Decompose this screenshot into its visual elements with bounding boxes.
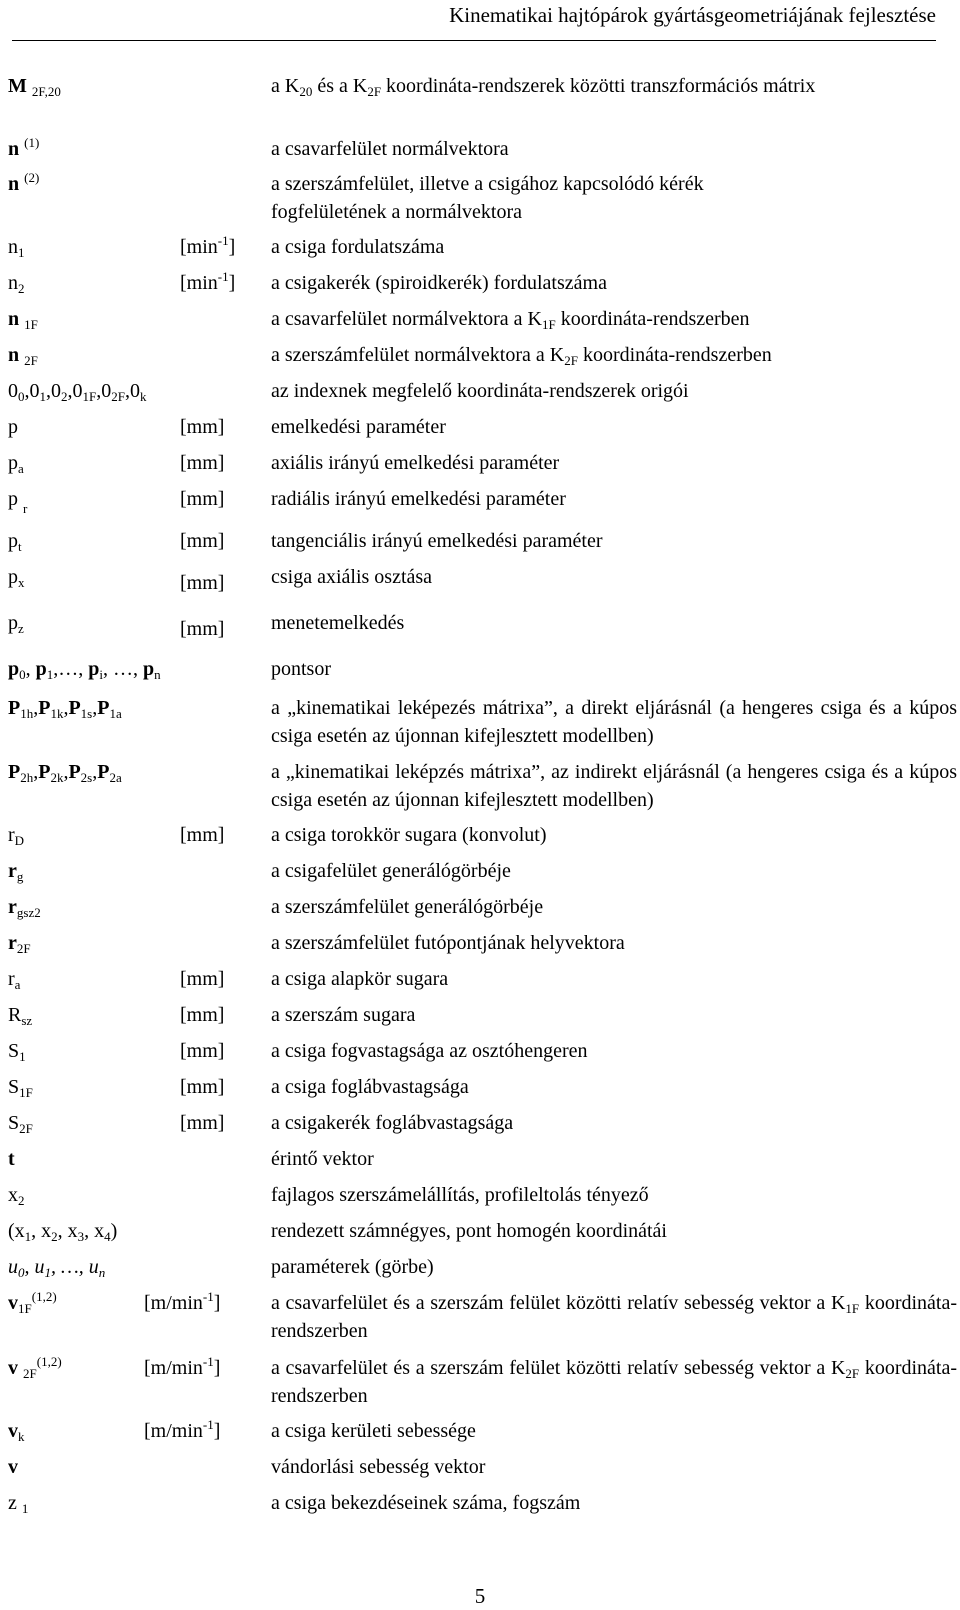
symbol: $S_1$ (8, 1040, 26, 1064)
unit: [mm] (180, 530, 225, 552)
symbol: $S_{2F}$ (8, 1112, 33, 1136)
unit: [mm] (180, 1112, 225, 1134)
description: a „kinematikai leképzés mátrixa”, az indirekt eljárásnál (a hengeres csiga és a kúpos csiga esetén az újonnan kifejlesztett modellben) (271, 761, 957, 811)
symbol: n $_{1F}$ (8, 308, 38, 332)
description: pontsor (271, 658, 331, 680)
description: a „kinematikai leképezés mátrixa”, a direkt eljárásnál (a hengeres csiga és a kúpos csiga esetén az újonnan kifejlesztett modellben) (271, 697, 957, 747)
unit: $[\min^{-1}]$ (180, 233, 236, 258)
description: a csavarfelület és a szerszám felület közötti relatív sebesség vektor a $K_{2F}$ koordináta-rendszerben (271, 1357, 958, 1407)
unit: [mm] (180, 488, 225, 510)
symbol: $n_2$ (8, 272, 25, 296)
description: a csavarfelület normálvektora (271, 138, 509, 160)
description: csiga axiális osztása (271, 566, 433, 588)
symbol: $v_{1F}^{(1,2)}$ (8, 1289, 57, 1316)
symbol: $v_k$ (8, 1420, 25, 1444)
description: paraméterek (görbe) (271, 1256, 434, 1278)
symbol: $p_x$ (8, 566, 25, 590)
symbol: $R_{sz}$ (8, 1004, 33, 1028)
description: a csavarfelület és a szerszám felület közötti relatív sebesség vektor a $K_{1F}$ koordináta-rendszerben (271, 1292, 958, 1342)
description: a szerszámfelület, illetve a csigához kapcsolódó kérék fogfelületének a normálvektora (271, 173, 704, 223)
description: a csiga bekezdéseinek száma, fogszám (271, 1492, 581, 1514)
description: a szerszámfelület generálógörbéje (271, 896, 544, 918)
unit: [mm] (180, 1040, 225, 1062)
description: érintő vektor (271, 1148, 374, 1170)
symbol: $r_g$ (8, 860, 24, 884)
symbol: z $_1$ (8, 1492, 29, 1516)
symbol: $p_0$, $p_1,\dots$, $p_i$, …, $p_n$ (8, 658, 161, 682)
description: tangenciális irányú emelkedési paraméter (271, 530, 603, 552)
symbol: $P_{2h},P_{2k},P_{2s},P_{2a}$ (8, 761, 122, 785)
symbol: $p_t$ (8, 530, 22, 554)
description: a csiga fordulatszáma (271, 236, 445, 258)
unit: [mm] (180, 618, 225, 640)
description: a csigakerék (spiroidkerék) fordulatszáma (271, 272, 607, 294)
description: fajlagos szerszámelállítás, profileltolás tényező (271, 1184, 649, 1206)
description: a csigafelület generálógörbéje (271, 860, 511, 882)
description: a csiga torokkör sugara (konvolut) (271, 824, 547, 846)
symbol: $p_z$ (8, 612, 24, 636)
running-header-title: Kinematikai hajtópárok gyártásgeometriájának fejlesztése (449, 3, 936, 27)
description: a $K_{20}$ és a $K_{2F}$ koordináta-rendszerek közötti transzformációs mátrix (271, 75, 816, 99)
symbol: p (8, 416, 18, 438)
unit: $[m/\min^{-1}]$ (144, 1354, 221, 1379)
description: a csiga fogvastagsága az osztóhengeren (271, 1040, 588, 1062)
symbol: ($x_1$, $x_2$, $x_3$, $x_4$) (8, 1220, 118, 1244)
symbol: $P_{1h},P_{1k},P_{1s},P_{1a}$ (8, 697, 122, 721)
symbol: v $_{2F}^{(1,2)}$ (8, 1354, 62, 1381)
symbol: M $_{2F,20}$ (8, 75, 61, 99)
unit: [mm] (180, 824, 225, 846)
symbol: n $^{(1)}$ (8, 135, 40, 160)
unit: $[m/\min^{-1}]$ (144, 1417, 221, 1442)
description: rendezett számnégyes, pont homogén koordinátái (271, 1220, 667, 1242)
description: a csiga foglábvastagsága (271, 1076, 469, 1098)
symbol: $0_0,0_1,0_2,0_{1F},0_{2F},0_k$ (8, 380, 147, 404)
description: a csigakerék foglábvastagsága (271, 1112, 514, 1134)
unit: [mm] (180, 1004, 225, 1026)
symbol: $r_{2F}$ (8, 932, 31, 956)
description: a szerszám sugara (271, 1004, 416, 1026)
description: axiális irányú emelkedési paraméter (271, 452, 560, 474)
running-header (0, 0, 936, 42)
description: a csiga alapkör sugara (271, 968, 449, 990)
symbol: $S_{1F}$ (8, 1076, 33, 1100)
symbol: p $_r$ (8, 488, 28, 516)
unit: $[m/\min^{-1}]$ (144, 1289, 221, 1314)
description: radiális irányú emelkedési paraméter (271, 488, 566, 510)
unit: [mm] (180, 968, 225, 990)
symbol: $r_a$ (8, 968, 21, 992)
description: a csiga kerületi sebessége (271, 1420, 476, 1442)
description: vándorlási sebesség vektor (271, 1456, 486, 1478)
description: emelkedési paraméter (271, 416, 446, 438)
symbol: $r_{gsz2}$ (8, 896, 41, 920)
page-number: 5 (474, 1584, 486, 1608)
symbol: $n_1$ (8, 236, 25, 260)
symbol: $p_a$ (8, 452, 24, 476)
symbol: $u_0$, $u_1$, …, $u_n$ (8, 1256, 106, 1280)
header-rule (12, 40, 936, 41)
symbol: v (8, 1456, 18, 1478)
symbol: n $^{(2)}$ (8, 170, 40, 195)
symbol: t (8, 1148, 15, 1170)
unit: [mm] (180, 416, 225, 438)
description: a szerszámfelület futópontjának helyvektora (271, 932, 625, 954)
symbol: $x_2$ (8, 1184, 25, 1208)
description: a szerszámfelület normálvektora a $K_{2F}$ koordináta-rendszerben (271, 344, 772, 368)
symbol: n $_{2F}$ (8, 344, 38, 368)
unit: $[\min^{-1}]$ (180, 269, 236, 294)
description: az indexnek megfelelő koordináta-rendszerek origói (271, 380, 689, 402)
symbol: $r_D$ (8, 824, 25, 848)
unit: [mm] (180, 572, 225, 594)
unit: [mm] (180, 1076, 225, 1098)
unit: [mm] (180, 452, 225, 474)
description: a csavarfelület normálvektora a $K_{1F}$ koordináta-rendszerben (271, 308, 750, 332)
description: menetemelkedés (271, 612, 405, 634)
